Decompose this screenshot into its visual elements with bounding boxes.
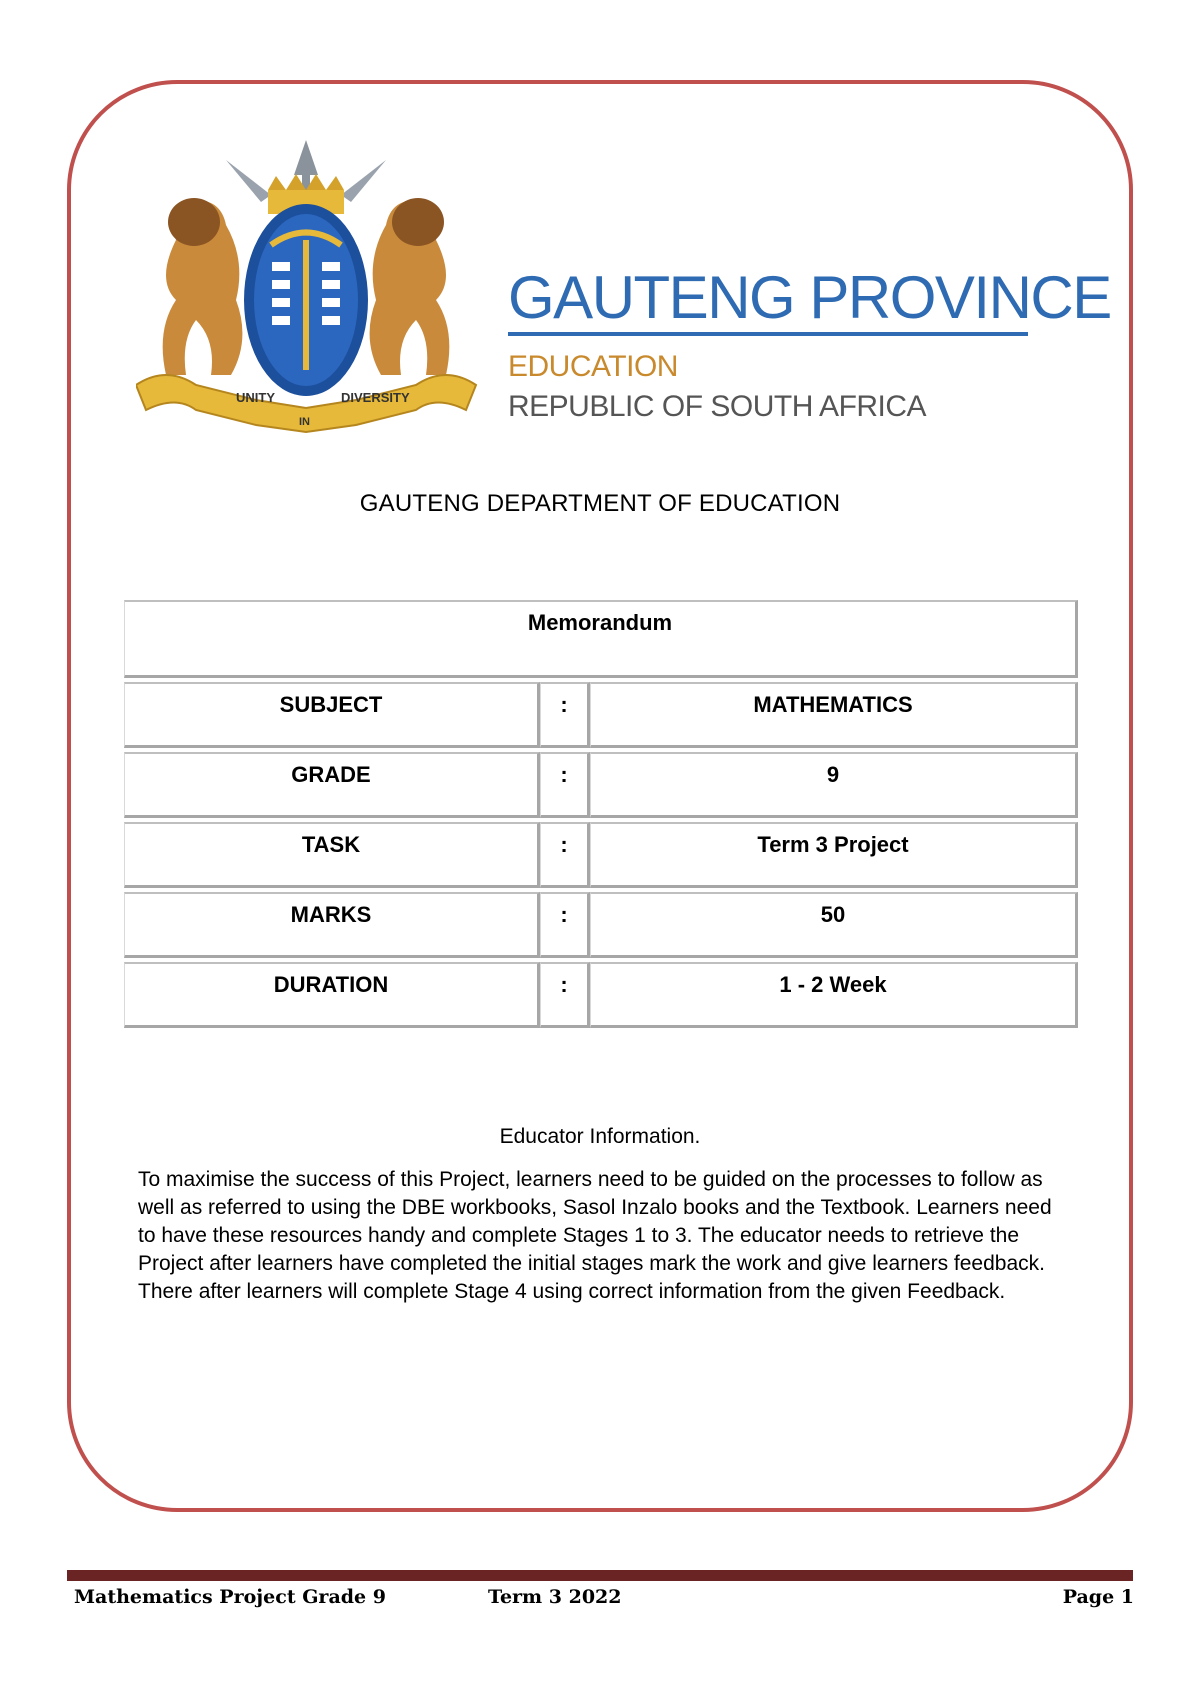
coat-of-arms-icon (136, 140, 496, 450)
row-separator: : (540, 962, 590, 1028)
memo-heading: Memorandum (124, 600, 1078, 678)
row-label: SUBJECT (124, 682, 540, 748)
row-label: DURATION (124, 962, 540, 1028)
province-name: GAUTENG PROVINCE (508, 264, 1111, 331)
memo-heading-row (124, 600, 1078, 678)
row-separator: : (540, 682, 590, 748)
row-value: 9 (590, 752, 1078, 818)
table-row (124, 822, 1078, 888)
department-heading: GAUTENG DEPARTMENT OF EDUCATION (359, 490, 841, 517)
educator-info-title: Educator Information. (499, 1125, 701, 1148)
row-separator: : (540, 892, 590, 958)
row-label: MARKS (124, 892, 540, 958)
motto-in: IN (299, 416, 310, 428)
motto-unity: UNITY (236, 390, 275, 405)
row-value: Term 3 Project (590, 822, 1078, 888)
logo-subtitle-education: EDUCATION (508, 350, 678, 383)
row-value: 50 (590, 892, 1078, 958)
logo-text-block (508, 264, 1111, 424)
motto-diversity: DIVERSITY (341, 390, 410, 405)
footer-divider (67, 1570, 1133, 1581)
row-separator: : (540, 822, 590, 888)
footer-left: Mathematics Project Grade 9 (74, 1586, 386, 1608)
memo-info-table (124, 596, 1078, 1032)
row-label: GRADE (124, 752, 540, 818)
table-row (124, 892, 1078, 958)
row-value: MATHEMATICS (590, 682, 1078, 748)
row-label: TASK (124, 822, 540, 888)
row-value: 1 - 2 Week (590, 962, 1078, 1028)
logo-divider (508, 332, 1028, 336)
footer-page-number: Page 1 (1062, 1586, 1134, 1608)
row-separator: : (540, 752, 590, 818)
table-row (124, 682, 1078, 748)
table-row (124, 962, 1078, 1028)
educator-info-body: To maximise the success of this Project, learners need to be guided on the processes to follow as well as referred to using the DBE workbooks, Sasol Inzalo books and the Textbook. Learners need to have these resources handy and complete Stages 1 to 3. The educator needs to retrieve the Project after learners have completed the initial stages mark the work and give learners feedback. There after learners will complete Stage 4 using correct information from the given Feedback. (138, 1168, 1052, 1303)
table-row (124, 752, 1078, 818)
logo-country: REPUBLIC OF SOUTH AFRICA (508, 390, 927, 423)
footer-center: Term 3 2022 (488, 1586, 622, 1608)
